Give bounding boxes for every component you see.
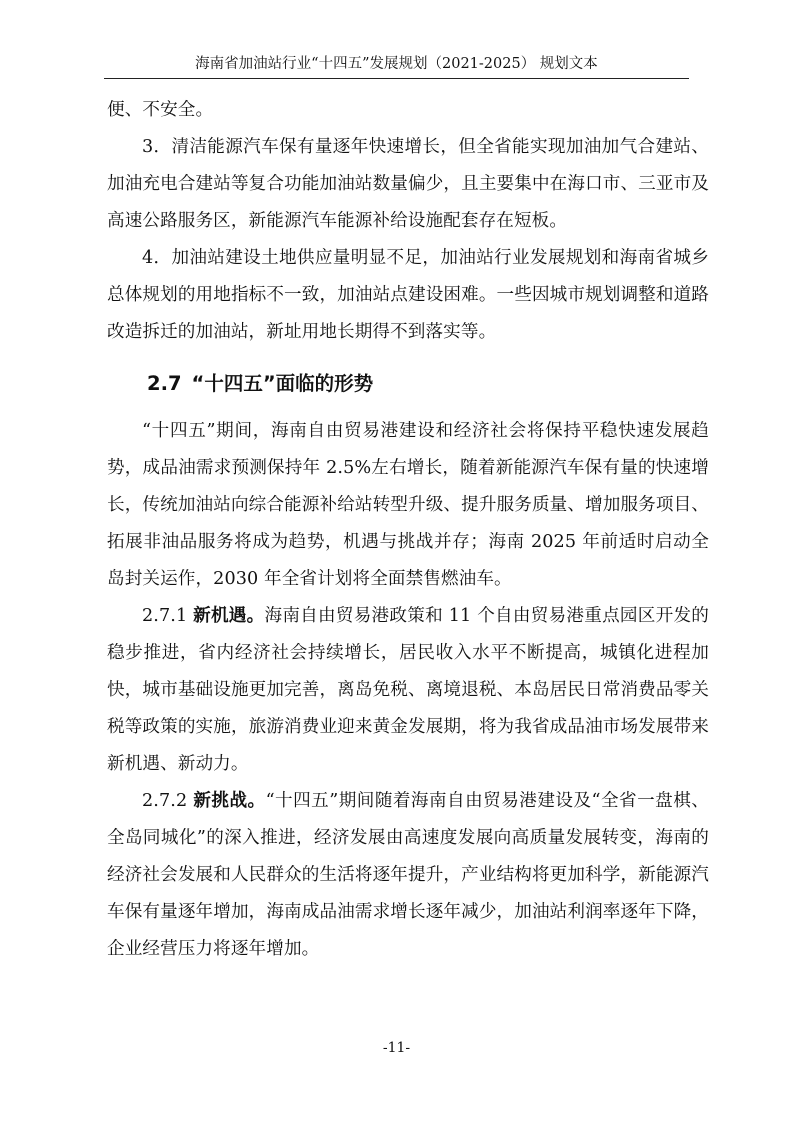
paragraph-item-4: 4．加油站建设土地供应量明显不足，加油站行业发展规划和海南省城乡总体规划的用地指标不一致，加油站点建设困难。一些因城市规划调整和道路改造拆迁的加油站，新址用地长期得不到落实等。 bbox=[107, 248, 709, 342]
paragraph-item-3: 3．清洁能源汽车保有量逐年快速增长，但全省能实现加油加气合建站、加油充电合建站等复合功能加油站数量偏少，且主要集中在海口市、三亚市及高速公路服务区，新能源汽车能源补给设施配套存在短板。 bbox=[107, 137, 709, 231]
subsection-title: 新机遇。 bbox=[193, 606, 265, 626]
subsection-number: 2.7.1 bbox=[142, 606, 188, 626]
subsection-text: “十四五”期间随着海南自由贸易港建设及“全省一盘棋、全岛同城化”的深入推进，经济发展由高速度发展向高质量发展转变，海南的经济社会发展和人民群众的生活将逐年提升，产业结构将更加科学，新能源汽车保有量逐年增加，海南成品油需求增长逐年减少，加油站利润率逐年下降，企业经营压力将逐年增加。 bbox=[107, 791, 709, 959]
section-title: “十四五”面临的形势 bbox=[191, 372, 374, 395]
section-number: 2.7 bbox=[147, 372, 182, 395]
subsection-opportunities bbox=[107, 598, 709, 783]
page-header bbox=[104, 54, 689, 79]
section-intro-paragraph: “十四五”期间，海南自由贸易港建设和经济社会将保持平稳快速发展趋势，成品油需求预测保持年 2.5%左右增长，随着新能源汽车保有量的快速增长，传统加油站向综合能源补给站转型升级、提升服务质量、增加服务项目、拓展非油品服务将成为趋势，机遇与挑战并存；海南 2025 年前适时启动全岛封关运作，2030 年全省计划将全面禁售燃油车。 bbox=[107, 421, 709, 589]
subsection-challenges bbox=[107, 783, 709, 968]
page-number: -11- bbox=[382, 1040, 411, 1056]
document-body bbox=[107, 92, 709, 968]
subsection-title: 新挑战。 bbox=[193, 791, 266, 811]
subsection-number: 2.7.2 bbox=[142, 791, 188, 811]
paragraph-continuation: 便、不安全。 bbox=[107, 100, 214, 120]
section-heading bbox=[107, 363, 709, 405]
subsection-text: 海南自由贸易港政策和 11 个自由贸易港重点园区开发的稳步推进，省内经济社会持续增长，居民收入水平不断提高，城镇化进程加快，城市基础设施更加完善，离岛免税、离境退税、本岛居民日常消费品零关税等政策的实施，旅游消费业迎来黄金发展期，将为我省成品油市场发展带来新机遇、新动力。 bbox=[107, 606, 709, 774]
header-title: 海南省加油站行业“十四五”发展规划（2021-2025） 规划文本 bbox=[195, 56, 598, 72]
